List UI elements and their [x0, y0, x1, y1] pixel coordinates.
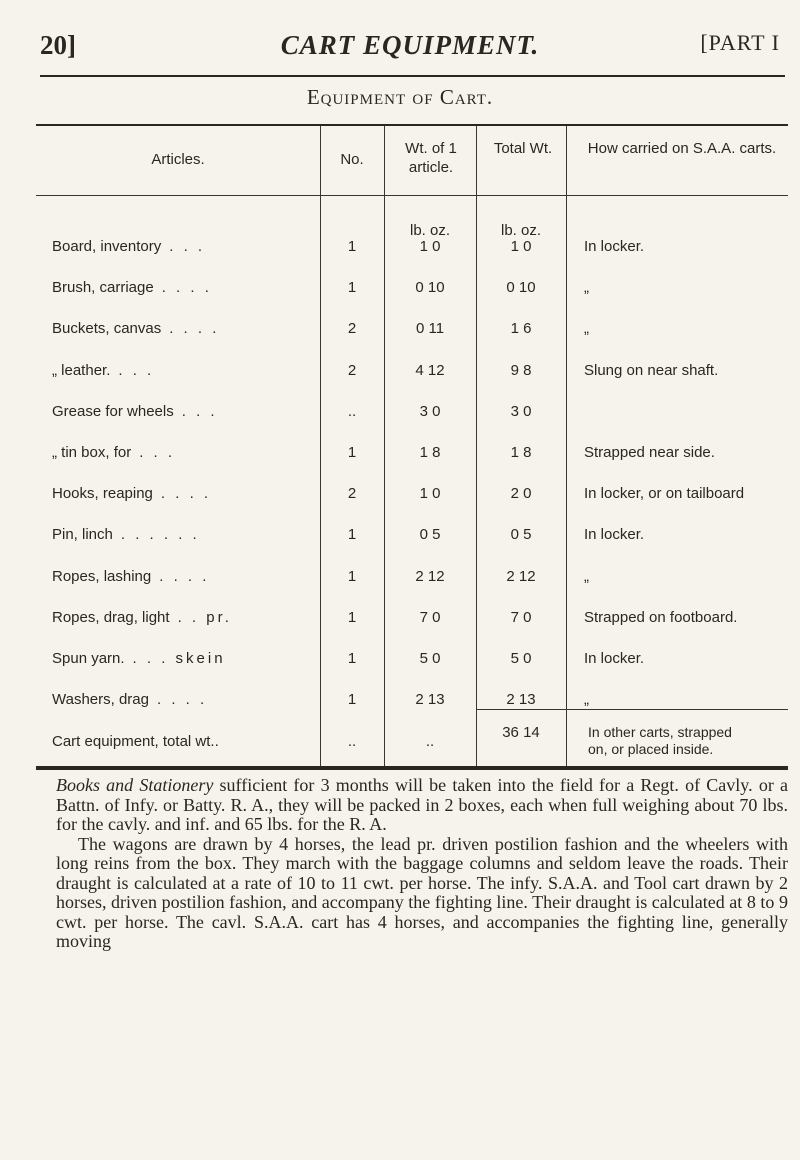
row-number: 1	[347, 444, 357, 461]
article-name: „ tin box, for	[52, 444, 132, 461]
col-header-weight: Wt. of 1 article.	[405, 140, 457, 176]
table-title: Equipment of Cart.	[306, 85, 494, 109]
article-leader: . . .	[118, 361, 155, 379]
article-leader: . . . .	[159, 567, 210, 585]
row-total: 2 12	[506, 567, 536, 585]
row-weight: 3 0	[419, 402, 441, 420]
running-title: CART EQUIPMENT.	[280, 30, 540, 60]
total-row-carried-2: on, or placed inside.	[588, 741, 714, 757]
row-number: 1	[347, 279, 357, 297]
row-total: 2 0	[510, 485, 532, 503]
col-header-total: Total Wt.	[493, 140, 553, 157]
row-total: 1 0	[510, 238, 532, 255]
article-name: Ropes, drag, light	[52, 608, 170, 626]
col-header-carried: How carried on S.A.A. carts.	[587, 140, 777, 157]
row-total: 2 13	[506, 691, 536, 709]
row-carried: „	[584, 279, 589, 297]
row-weight: 4 12	[415, 361, 445, 379]
article-leader: . . . . . .	[120, 526, 200, 544]
row-number: 1	[347, 608, 357, 626]
article-name: Buckets, canvas	[52, 320, 162, 338]
article-name: „ leather.	[52, 361, 111, 379]
row-article	[52, 362, 154, 379]
row-carried: Strapped on footboard.	[584, 608, 738, 626]
total-row-wt: ..	[425, 733, 435, 750]
article-name: Hooks, reaping	[52, 485, 153, 503]
row-carried: Strapped near side.	[584, 444, 715, 461]
row-article	[52, 320, 219, 337]
article-name: Ropes, lashing	[52, 567, 152, 585]
row-weight: 1 0	[419, 238, 441, 255]
article-leader: . . . .	[160, 485, 212, 503]
row-number: 1	[347, 238, 357, 255]
paragraph-wagons: The wagons are drawn by 4 horses, the lead pr. driven postilion fashion and the wheelers with long reins from the box. They march with the baggage columns and seldom leave the roads. Their draught is calculated at a rate of 10 to 11 cwt. per horse. The infy. S.A.A. and Tool cart drawn by 2 horses, driven postilion fashion, and accompany the fighting line. Their draught is calculated at 8 to 9 cwt. per horse. The cavl. S.A.A. cart has 4 horses, and accompanies the fighting line, generally moving	[56, 833, 788, 951]
row-number: 2	[347, 361, 357, 379]
page-number: 20]	[40, 30, 76, 60]
paragraph-books-heading: Books and Stationery	[56, 775, 214, 795]
total-row-total: 36 14	[502, 724, 540, 741]
row-number: 1	[347, 691, 357, 709]
row-article	[52, 526, 200, 543]
row-number: 2	[347, 320, 357, 338]
row-weight: 2 13	[415, 691, 445, 709]
article-name: Grease for wheels	[52, 402, 174, 420]
header-divider	[36, 195, 788, 196]
row-total: 1 6	[510, 320, 532, 338]
row-weight: 0 10	[415, 279, 445, 297]
row-article	[52, 238, 205, 255]
row-weight: 0 5	[419, 526, 441, 544]
row-carried: In locker.	[584, 650, 645, 667]
total-row-carried-1: In other carts, strapped	[588, 724, 732, 740]
row-weight: 5 0	[419, 650, 441, 667]
row-article	[52, 444, 175, 461]
page-header	[40, 30, 780, 70]
total-rule	[476, 709, 788, 710]
row-total: 9 8	[510, 361, 532, 379]
article-leader: . . . .	[156, 691, 208, 709]
column-divider	[566, 126, 567, 766]
row-carried: In locker.	[584, 238, 645, 255]
row-article	[52, 279, 212, 296]
article-leader: . . .	[139, 444, 176, 461]
header-rule	[40, 75, 785, 77]
row-carried: In locker, or on tailboard	[584, 485, 745, 503]
row-number: ..	[347, 402, 357, 420]
row-number: 2	[347, 485, 357, 503]
row-carried: „	[584, 567, 589, 585]
row-number: 1	[347, 567, 357, 585]
paragraph-books	[56, 776, 788, 835]
row-article	[52, 609, 232, 626]
row-weight: 2 12	[415, 567, 445, 585]
article-leader: . . . .	[169, 320, 220, 338]
article-name: Pin, linch	[52, 526, 113, 544]
row-article	[52, 650, 226, 667]
equipment-table	[36, 124, 788, 770]
row-total: 7 0	[510, 608, 532, 626]
row-carried: „	[584, 691, 589, 709]
article-name: Board, inventory	[52, 238, 162, 255]
article-name: Spun yarn.	[52, 650, 125, 667]
row-number: 1	[347, 650, 357, 667]
row-total: 0 5	[510, 526, 532, 544]
row-carried: In locker.	[584, 526, 645, 544]
row-total: 5 0	[510, 650, 532, 667]
row-carried: Slung on near shaft.	[584, 361, 719, 379]
col-header-articles: Articles.	[151, 151, 205, 168]
article-leader: . . . .	[161, 279, 212, 297]
unit-label: lb. oz.	[409, 222, 451, 239]
row-weight: 7 0	[419, 608, 441, 626]
paragraph-books-text: sufficient for 3 months will be taken into the field for a Regt. of Cavly. or a Battn. of Infy. or Batty. R. A., they will be packed in 2 boxes, each when full weighing about 70 lbs. for the cavly. and inf. and 65 lbs. for the R. A.	[56, 775, 788, 834]
row-total: 0 10	[506, 279, 536, 297]
row-article	[52, 485, 211, 502]
article-name: Brush, carriage	[52, 279, 154, 297]
row-article	[52, 403, 218, 420]
article-name: Washers, drag	[52, 691, 149, 709]
row-weight: 1 0	[419, 485, 441, 503]
row-weight: 1 8	[419, 444, 441, 461]
row-number: 1	[347, 526, 357, 544]
part-label: [PART I	[700, 30, 780, 55]
row-weight: 0 11	[415, 320, 445, 338]
total-row-no: ..	[347, 733, 357, 750]
article-leader: . . . skein	[132, 650, 226, 667]
row-total: 3 0	[510, 402, 532, 420]
col-header-no: No.	[340, 151, 364, 168]
row-carried: „	[584, 320, 589, 338]
row-article	[52, 691, 207, 708]
row-total: 1 8	[510, 444, 532, 461]
row-article	[52, 568, 209, 585]
body-text	[56, 776, 788, 952]
article-leader: . . .	[169, 238, 206, 255]
article-leader: . . .	[181, 402, 218, 420]
article-leader: . . pr.	[177, 608, 232, 626]
unit-label: lb. oz.	[500, 222, 542, 239]
total-row-label: Cart equipment, total wt..	[52, 733, 219, 750]
